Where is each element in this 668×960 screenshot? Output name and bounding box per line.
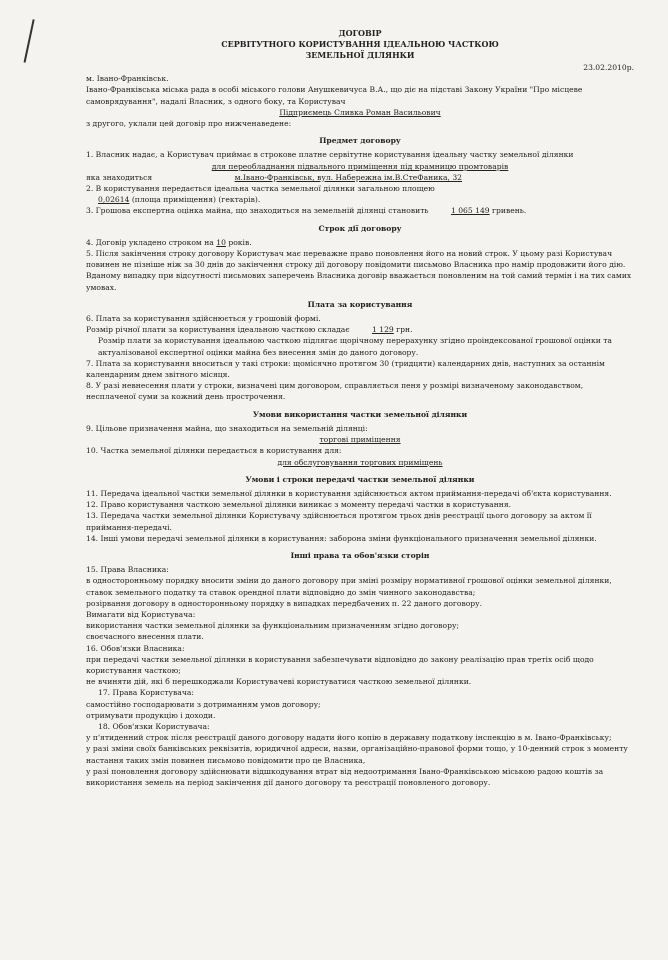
clause-15-c: Вимагати від Користувача: <box>86 609 196 619</box>
doc-date: 23.02.2010р. <box>583 63 634 72</box>
clause-1: 1. Власник надає, а Користувач приймає в строкове платне сервітутне користування ідеальну частку земельної ділянки <box>86 150 574 160</box>
clause-7: 7. Плата за користування вноситься у такі строки: щомісячно протягом 30 (тридцяти) календарних днів, наступних за останнім календарним днем звітного місяця. <box>86 358 605 380</box>
section-heading-use: Умови використання частки земельної ділянки <box>252 409 468 419</box>
annual-fee-unit: грн. <box>396 325 413 335</box>
clause-11: 11. Передача ідеальної частки земельної ділянки в користування здійснюється актом приймання-передачі об'єкта користування. <box>86 488 612 498</box>
clause-2: 2. В користування передається ідеальна частка земельної ділянки загальною площею <box>86 184 435 194</box>
doc-title-2: СЕРВІТУТНОГО КОРИСТУВАННЯ ІДЕАЛЬНОЮ ЧАСТКОЮ <box>221 39 499 49</box>
clause-18-b: у разі зміни своїх банківських реквізитів, юридичної адреси, назви, організаційно-правової форми тощо, у 10-денний строк з моменту настання таких змін повинен письмово повідомити про це Власника, <box>86 744 628 765</box>
clause-6-indexation: Розмір плати за користування ідеальною часткою підлягає щорічному перерахунку згідно проіндексованої грошової оцінки та актуалізованої експертної оцінки майна без внесення змін до даного договору. <box>98 336 612 357</box>
clause-9-value: торгові приміщення <box>319 435 401 445</box>
clause-13: 13. Передача частки земельної ділянки Користувачу здійснюється протягом трьох днів реєстрації цього договору за актом її приймання-передачі. <box>86 511 592 532</box>
area-unit: (площа приміщення) (гектарів). <box>131 195 261 205</box>
clause-15-d: використання частки земельної ділянки за функціональним призначенням згідно договору; <box>86 621 460 631</box>
handwritten-mark <box>24 19 45 65</box>
area-value: 0,02614 <box>98 195 130 205</box>
section-heading-transfer: Умови і строки передачі частки земельної ділянки <box>245 474 475 484</box>
clause-3-text: 3. Грошова експертна оцінка майна, що знаходиться на земельній ділянці становить <box>86 206 429 216</box>
clause-18-a: у п'ятиденний строк після реєстрації даного договору надати його копію в державну податкову інспекцію в м. Івано-Франківську; <box>86 733 612 743</box>
doc-title-3: ЗЕМЕЛЬНОЇ ДІЛЯНКИ <box>305 50 415 60</box>
clause-1-purpose: для переобладнання підвального приміщення під крамницю промтоварів <box>211 161 509 171</box>
annual-fee-value: 1 129 <box>372 325 394 335</box>
location-value: м.Івано-Франківськ, вул. Набережна ім.В.СтеФаника, 32 <box>234 172 463 182</box>
clause-15-e: своєчасного внесення плати. <box>86 632 204 642</box>
section-heading-rights: Інші права та обов'язки сторін <box>290 550 430 560</box>
term-years: 10 <box>216 237 226 247</box>
clause-9: 9. Цільове призначення майна, що знаходиться на земельній ділянці: <box>86 423 368 433</box>
clause-6: 6. Плата за користування здійснюється у грошовій формі. <box>86 314 321 324</box>
clause-18-c: у разі поновлення договору здійснювати відшкодування втрат від недоотримання Івано-Франківською міською радою коштів за використання земель на період закінчення дії даного договору та реєстрації поновленого договору. <box>86 766 604 787</box>
section-heading-subject: Предмет договору <box>319 136 401 146</box>
user-name: Підприємець Сливка Роман Васильович <box>279 107 441 117</box>
clause-4 <box>86 237 634 248</box>
doc-title-1: ДОГОВІР <box>338 28 382 38</box>
valuation-value: 1 065 149 <box>450 206 490 216</box>
clause-1-location <box>86 172 634 183</box>
section-heading-payment: Плата за користування <box>307 299 413 309</box>
clause-2-area <box>86 194 634 205</box>
clause-10-value: для обслуговування торгових приміщень <box>277 457 443 467</box>
clause-8: 8. У разі невнесення плати у строки, визначені цим договором, справляється пеня у розмірі визначеному законодавством, несплаченої суми за кожний день прострочення. <box>86 381 584 402</box>
clause-14: 14. Інші умови передачі земельної ділянки в користування: заборона зміни функціонального призначення земельної ділянки. <box>86 533 597 543</box>
clause-15-a: в односторонньому порядку вносити зміни до даного договору при зміні розміру нормативної грошової оцінки земельної ділянки, ставок земельного податку та ставок орендної плати відповідно до змін чинного законодавства; <box>86 576 612 597</box>
clause-17-b: отримувати продукцію і доходи. <box>86 710 216 720</box>
clause-16-b: не вчиняти дій, які б перешкоджали Користувачеві користуватися часткою земельної ділянки. <box>86 677 472 687</box>
clause-16: 16. Обов'язки Власника: <box>86 643 185 653</box>
clause-17: 17. Права Користувача: <box>98 688 194 698</box>
clause-17-a: самостійно господарювати з дотриманням умов договору; <box>86 699 321 709</box>
location-label: яка знаходиться <box>86 172 153 182</box>
clause-16-a: при передачі частки земельної ділянки в користування забезпечувати відповідно до закону реалізацію прав третіх осіб щодо користування часткою; <box>86 654 594 675</box>
clause-5: 5. Після закінчення строку договору Користувач має переважне право поновлення його на новий строк. У цьому разі Користувач повинен не пізніше ніж за 30 днів до закінчення строку дії договору повідомити письмово Власника про намір продовжити його дію. Вданому випадку при відсутності письмових заперечень Власника договір вважається поновленим на той самий термін і на тих самих умовах. <box>86 249 632 292</box>
clause-10: 10. Частка земельної ділянки передається в користування для: <box>86 446 342 456</box>
intro-end: з другого, уклали цей договір про нижченаведене: <box>86 119 292 129</box>
clause-15: 15. Права Власника: <box>86 565 169 575</box>
clause-6-amount <box>86 324 634 335</box>
clause-12: 12. Право користування часткою земельної ділянки виникає з моменту передачі частки в користування. <box>86 500 512 510</box>
clause-4-unit: років. <box>228 237 252 247</box>
annual-fee-text: Розмір річної плати за користування ідеальною часткою складає <box>86 325 350 335</box>
clause-3 <box>86 205 634 216</box>
section-heading-term: Строк дії договору <box>318 223 402 233</box>
city: м. Івано-Франківськ. <box>86 74 169 84</box>
clause-15-b: розірвання договору в односторонньому порядку в випадках передбачених п. 22 даного договору. <box>86 598 483 608</box>
clause-18: 18. Обов'язки Користувача: <box>98 721 210 731</box>
valuation-unit: гривень. <box>492 206 527 216</box>
intro-paragraph: Івано-Франківська міська рада в особі міського голови Анушкевичуса В.А., що діє на підставі Закону України "Про місцеве самоврядування", надалі Власник, з одного боку, та Користувач <box>86 85 583 106</box>
clause-4-text: 4. Договір укладено строком на <box>86 237 214 247</box>
